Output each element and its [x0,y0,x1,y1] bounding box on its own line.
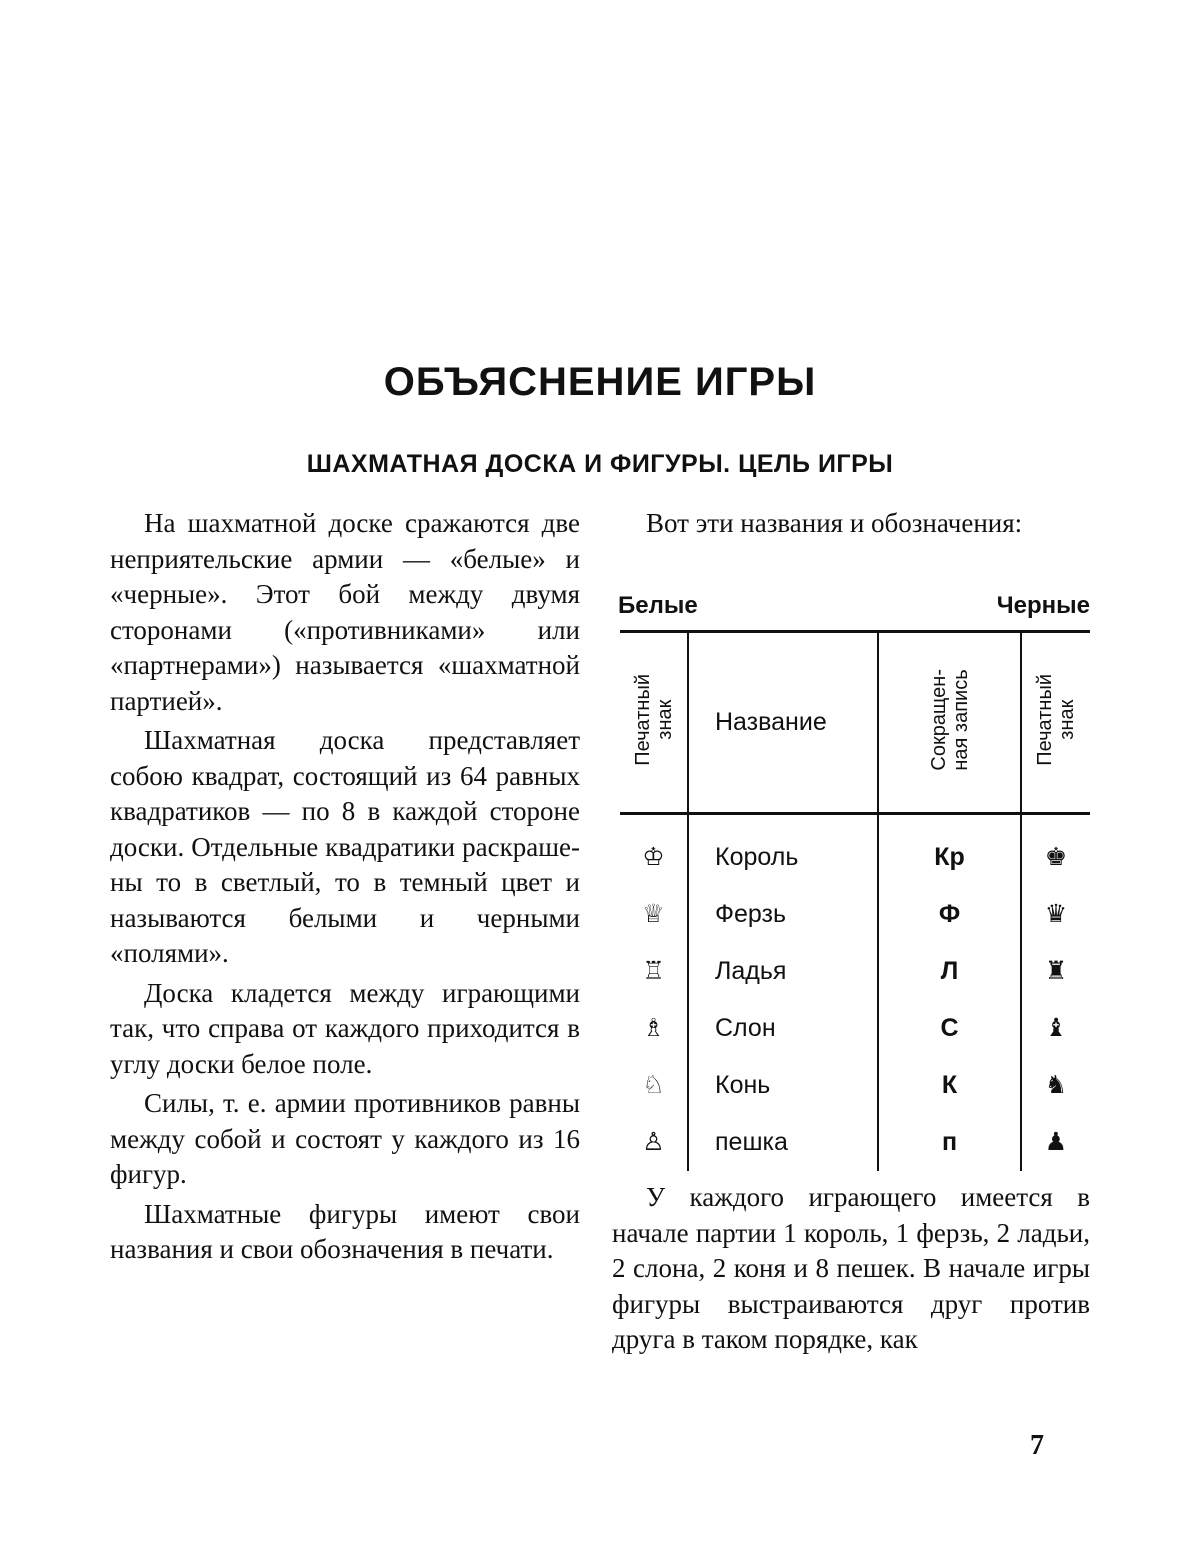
table-row [620,814,1090,886]
white-queen-icon: ♕ [642,900,665,928]
black-rook-icon: ♜ [1021,943,1090,1000]
piece-abbrev: п [878,1114,1021,1171]
header-symbol-white: Печатный знак [620,632,688,814]
right-column-bottom [612,1180,1090,1358]
piece-abbrev: Л [878,943,1021,1000]
piece-abbrev: Кр [878,814,1021,886]
header-abbrev: Сокращен- ная запись [878,632,1021,814]
black-queen-icon: ♛ [1021,886,1090,943]
paragraph: Доска кладется между играющими так, что справа от каждого приходится в углу доски белое поле. [110,977,580,1079]
white-rook-icon: ♖ [642,957,665,985]
table-row [620,1057,1090,1114]
black-pawn-icon: ♟ [1021,1114,1090,1171]
paragraph: У каждого играющего имеется в начале партии 1 король, 1 ферзь, 2 ладьи, 2 слона, 2 коня и 8 пешек. В начале игры фигуры выстраиваются друг против друга в таком порядке, как [612,1182,1090,1354]
white-knight-icon: ♘ [642,1071,665,1099]
piece-name: Ладья [688,943,878,1000]
paragraph: Шахматные фигуры имеют свои названия и свои обозначения в печати. [110,1198,580,1264]
paragraph: Силы, т. е. армии противников равны между собой и состоят у каждого из 16 фигур. [110,1088,580,1189]
table-row [620,1000,1090,1057]
piece-abbrev: К [878,1057,1021,1114]
header-name: Название [688,632,878,814]
page-number: 7 [1030,1430,1044,1461]
page-title: ОБЪЯСНЕНИЕ ИГРЫ [383,360,817,404]
black-king-icon: ♚ [1021,814,1090,886]
piece-name: пешка [688,1114,878,1171]
table-intro: Вот эти названия и обозначения: [646,508,1023,538]
white-king-icon: ♔ [642,843,665,872]
white-bishop-icon: ♗ [642,1014,665,1042]
left-column [110,506,580,1268]
piece-abbrev: С [878,1000,1021,1057]
header-symbol-black: Печатный знак [1021,632,1090,814]
piece-name: Конь [688,1057,878,1114]
right-column-top [612,506,1090,542]
black-label: Черные [996,592,1090,619]
paragraph: На шахматной доске сражаются две неприятельские армии — «белые» и «черные». Этот бой между двумя сторонами («противниками» или «партнерами») называется «шахматной партией». [110,508,580,716]
table-row [620,943,1090,1000]
piece-abbrev: Ф [878,886,1021,943]
table-side-labels [618,592,1090,620]
table-row [620,1114,1090,1171]
piece-name: Ферзь [688,886,878,943]
pieces-table [620,630,1090,1171]
paragraph: Шахматная доска представляет собою квадрат, состоящий из 64 равных квадратиков — по 8 в каждой стороне доски. Отдельные квадратики раскрашены то в светлый, то в темный цвет и называются белыми и черными «полями». [110,725,580,968]
black-bishop-icon: ♝ [1021,1000,1090,1057]
piece-name: Король [688,814,878,886]
white-label: Белые [618,592,698,619]
section-subtitle: ШАХМАТНАЯ ДОСКА И ФИГУРЫ. ЦЕЛЬ ИГРЫ [306,450,894,478]
black-knight-icon: ♞ [1021,1057,1090,1114]
white-pawn-icon: ♙ [642,1128,665,1156]
piece-name: Слон [688,1000,878,1057]
table-row [620,886,1090,943]
table-header-row [620,632,1090,814]
